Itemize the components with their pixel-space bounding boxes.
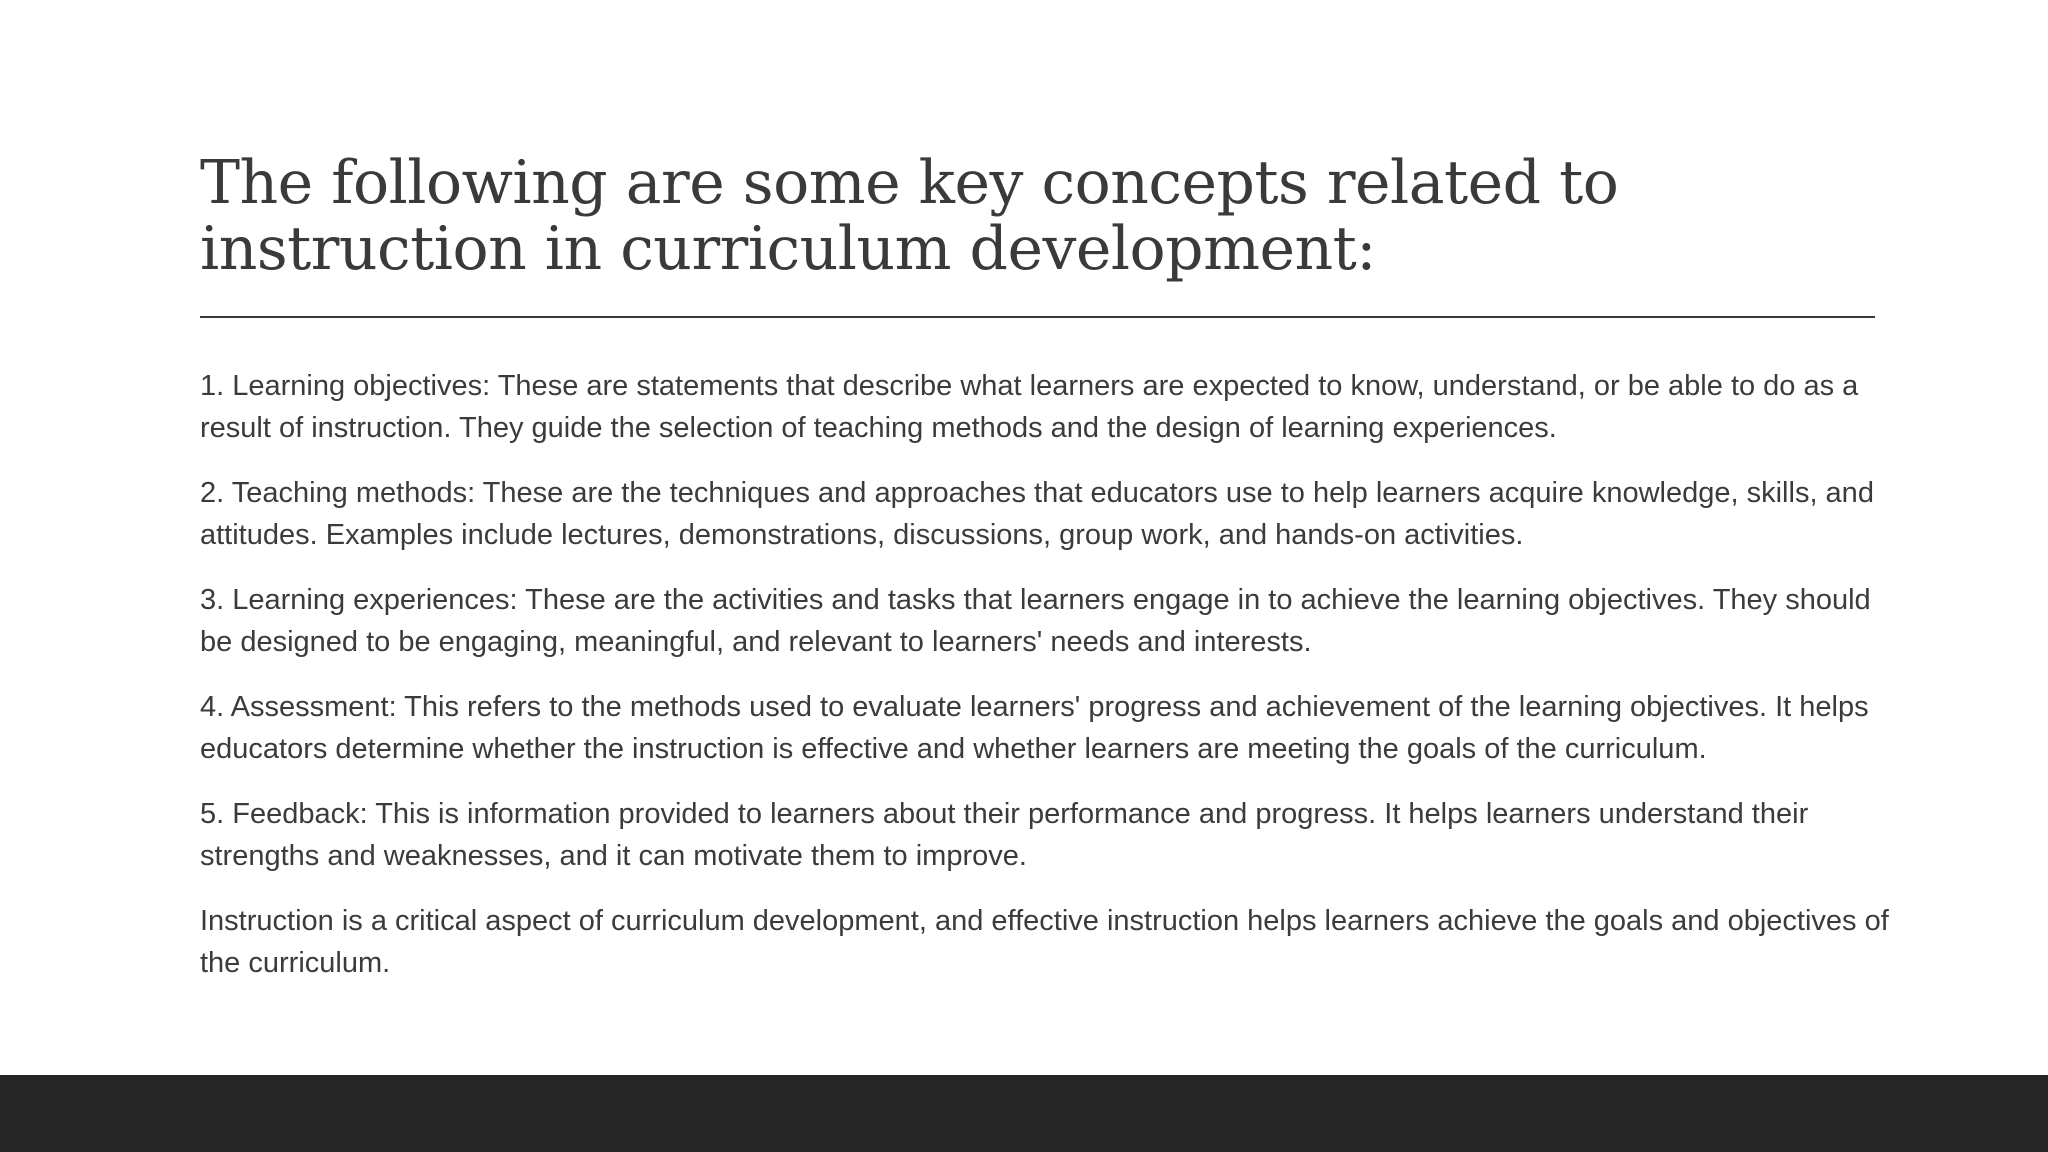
paragraph-assessment: 4. Assessment: This refers to the methods used to evaluate learners' progress and achievement of the learning objectives. It helps educators determine whether the instruction is effective and whether learners are meeting the goals of the curriculum. [200, 691, 1869, 765]
slide-body [200, 366, 1890, 1008]
title-divider [200, 316, 1875, 318]
paragraph-teaching-methods: 2. Teaching methods: These are the techniques and approaches that educators use to help learners acquire knowledge, skills, and attitudes. Examples include lectures, demonstrations, discussions, group work, and hands-on activities. [200, 477, 1874, 551]
paragraph-conclusion: Instruction is a critical aspect of curriculum development, and effective instruction helps learners achieve the goals and objectives of the curriculum. [200, 905, 1889, 979]
paragraph-learning-objectives: 1. Learning objectives: These are statements that describe what learners are expected to know, understand, or be able to do as a result of instruction. They guide the selection of teaching methods and the design of learning experiences. [200, 370, 1859, 444]
paragraph-learning-experiences: 3. Learning experiences: These are the activities and tasks that learners engage in to achieve the learning objectives. They should be designed to be engaging, meaningful, and relevant to learners' needs and interests. [200, 584, 1871, 658]
slide-title: The following are some key concepts related to instruction in curriculum development: [200, 148, 1619, 284]
footer-bar [0, 1075, 2048, 1152]
paragraph-feedback: 5. Feedback: This is information provided to learners about their performance and progress. It helps learners understand their strengths and weaknesses, and it can motivate them to improve. [200, 798, 1809, 872]
